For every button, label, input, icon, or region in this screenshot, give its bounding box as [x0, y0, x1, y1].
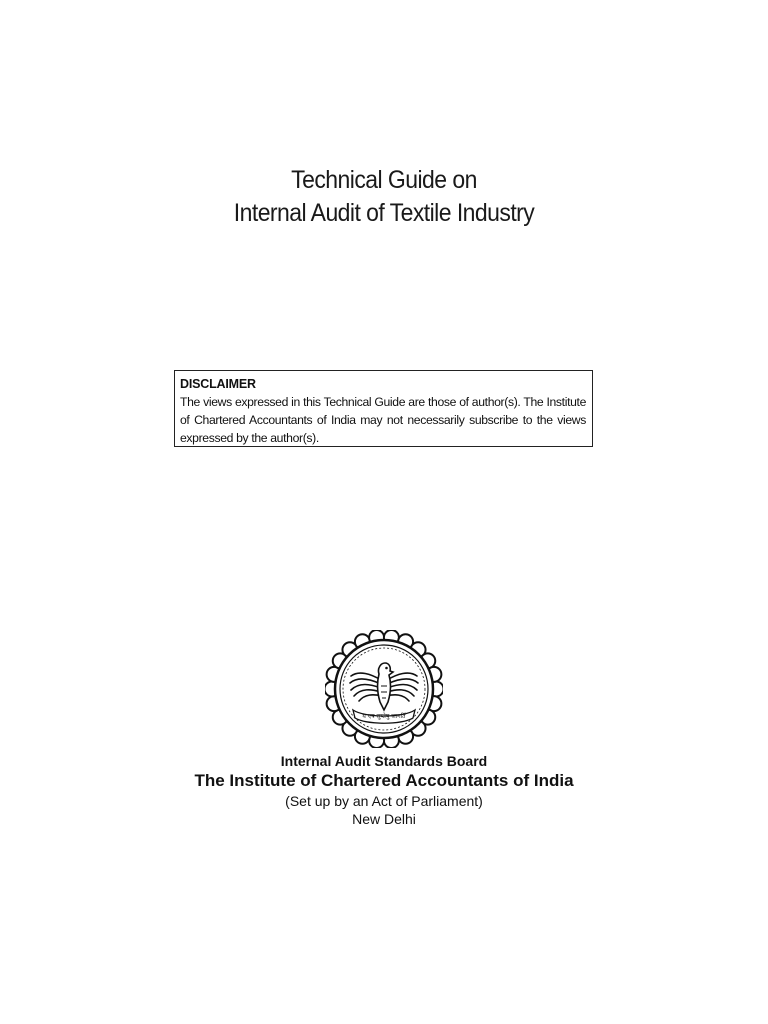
- disclaimer-text: The views expressed in this Technical Guide are those of author(s). The Institute of Chartered Accountants of India may not necessarily subscribe to the views expressed by the author(s).: [180, 395, 586, 445]
- act-note: (Set up by an Act of Parliament): [285, 793, 483, 809]
- title-line-2: Internal Audit of Textile Industry: [233, 199, 535, 227]
- disclaimer-heading: DISCLAIMER: [180, 377, 256, 391]
- title-line-1: Technical Guide on: [291, 166, 477, 194]
- city-name: New Delhi: [352, 811, 416, 827]
- document-title: [0, 164, 768, 230]
- icai-emblem-logo: [325, 630, 443, 748]
- board-name: Internal Audit Standards Board: [280, 753, 488, 769]
- emblem-icon: [325, 630, 443, 748]
- institute-name: The Institute of Chartered Accountants of India: [194, 771, 574, 790]
- publisher-block: [0, 752, 768, 828]
- disclaimer-box: [174, 370, 593, 447]
- motto-text: य एष सुप्तेषु जागर्ति: [362, 713, 406, 720]
